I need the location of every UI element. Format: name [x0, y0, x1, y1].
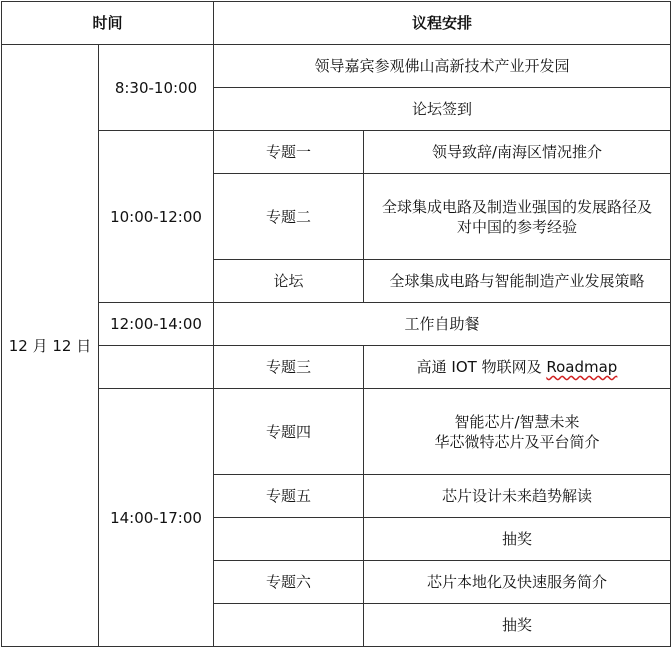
topic2-line2: 对中国的参考经验	[456, 217, 577, 236]
topic4-line1: 智能芯片/智慧未来	[454, 412, 580, 431]
empty-label-cell	[214, 604, 364, 647]
table-row	[2, 45, 671, 88]
time-forum: 10:00-12:00	[99, 131, 214, 303]
agenda-signin: 论坛签到	[214, 88, 671, 131]
agenda-table	[1, 1, 671, 647]
topic3-content	[364, 346, 671, 389]
topic1-label: 专题一	[214, 131, 364, 174]
header-row	[2, 2, 671, 45]
table-row	[2, 131, 671, 174]
topic3-label: 专题三	[214, 346, 364, 389]
forum-content: 全球集成电路与智能制造产业发展策略	[364, 260, 671, 303]
topic4-label: 专题四	[214, 389, 364, 475]
topic6-content: 芯片本地化及快速服务简介	[364, 561, 671, 604]
table-row	[2, 389, 671, 475]
empty-label-cell	[214, 518, 364, 561]
topic2-label: 专题二	[214, 174, 364, 260]
lottery-1: 抽奖	[364, 518, 671, 561]
agenda-visit: 领导嘉宾参观佛山高新技术产业开发园	[214, 45, 671, 88]
time-empty	[99, 346, 214, 389]
date-cell: 12 月 12 日	[2, 45, 99, 647]
table-row	[2, 303, 671, 346]
forum-label: 论坛	[214, 260, 364, 303]
time-morning: 8:30-10:00	[99, 45, 214, 131]
topic3-prefix: 高通 IOT 物联网及	[416, 358, 547, 376]
agenda-lunch: 工作自助餐	[214, 303, 671, 346]
table-row	[2, 346, 671, 389]
topic2-line1: 全球集成电路及制造业强国的发展路径及	[381, 197, 652, 216]
topic1-content: 领导致辞/南海区情况推介	[364, 131, 671, 174]
topic5-content: 芯片设计未来趋势解读	[364, 475, 671, 518]
header-time: 时间	[2, 2, 214, 45]
header-agenda: 议程安排	[214, 2, 671, 45]
topic4-line2: 华芯微特芯片及平台简介	[434, 432, 600, 451]
topic4-content	[364, 389, 671, 475]
topic6-label: 专题六	[214, 561, 364, 604]
time-lunch: 12:00-14:00	[99, 303, 214, 346]
topic3-roadmap: Roadmap	[546, 358, 618, 376]
lottery-2: 抽奖	[364, 604, 671, 647]
time-afternoon: 14:00-17:00	[99, 389, 214, 647]
topic5-label: 专题五	[214, 475, 364, 518]
topic2-content	[364, 174, 671, 260]
